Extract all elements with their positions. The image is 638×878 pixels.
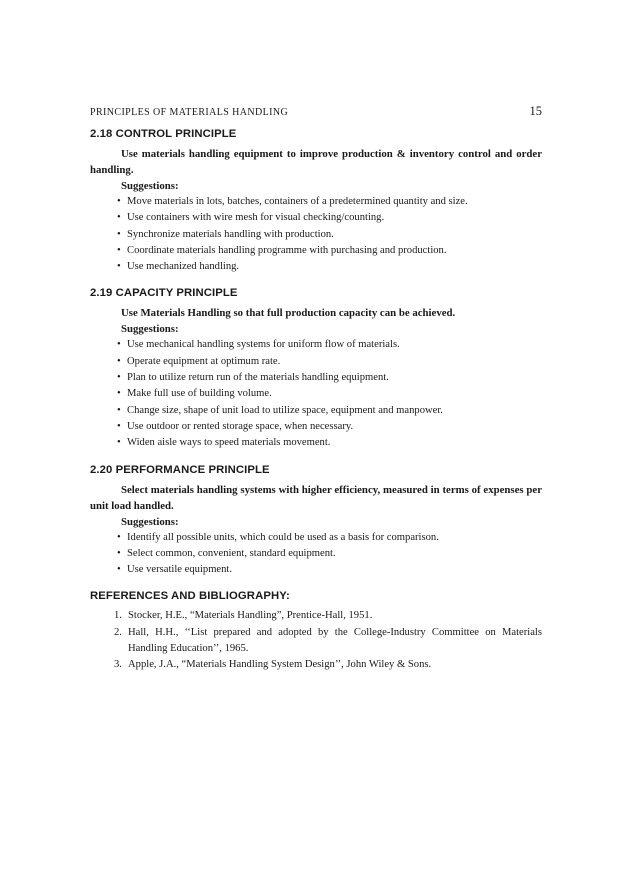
- bullet-icon: •: [117, 437, 121, 449]
- list-item-text: Use versatile equipment.: [127, 564, 233, 576]
- list-item: [117, 243, 542, 259]
- suggestions-label: Suggestions:: [121, 180, 179, 192]
- list-item-text: Use outdoor or rented storage space, when necessary.: [127, 420, 354, 432]
- reference-text: Apple, J.A., “Materials Handling System Design’’, John Wiley & Sons.: [128, 659, 432, 671]
- list-item: [117, 259, 542, 275]
- principle-statement: Select materials handling systems with higher efficiency, measured in terms of expenses per unit load handled.: [90, 483, 542, 512]
- reference-item: [114, 608, 542, 624]
- section-heading: 2.18 CONTROL PRINCIPLE: [90, 128, 237, 140]
- list-item: [117, 435, 542, 451]
- list-item: [117, 370, 542, 386]
- list-item-text: Use containers with wire mesh for visual checking/counting.: [127, 212, 385, 224]
- running-header: [90, 104, 542, 119]
- bullet-icon: •: [117, 547, 121, 559]
- list-item-text: Widen aisle ways to speed materials movement.: [127, 437, 331, 449]
- bullet-icon: •: [117, 531, 121, 543]
- suggestion-list: [90, 194, 542, 275]
- bullet-icon: •: [117, 404, 121, 416]
- section-references: [90, 590, 542, 673]
- list-item-text: Select common, convenient, standard equipment.: [127, 547, 336, 559]
- reference-number: 1.: [114, 610, 122, 622]
- bullet-icon: •: [117, 564, 121, 576]
- list-item-text: Move materials in lots, batches, containers of a predetermined quantity and size.: [127, 196, 468, 207]
- list-item: [117, 562, 542, 578]
- section-control-principle: [90, 128, 542, 275]
- bullet-icon: •: [117, 261, 121, 273]
- section-performance-principle: [90, 464, 542, 579]
- list-item-text: Plan to utilize return run of the materials handling equipment.: [127, 372, 389, 384]
- running-title: PRINCIPLES OF MATERIALS HANDLING: [90, 107, 289, 118]
- list-item: [117, 530, 542, 546]
- reference-text: Stocker, H.E., “Materials Handling”, Prentice-Hall, 1951.: [128, 610, 373, 622]
- list-item: [117, 354, 542, 370]
- reference-list: [90, 608, 542, 673]
- suggestion-list: [90, 337, 542, 451]
- list-item: [117, 386, 542, 402]
- section-spacer: [90, 578, 542, 590]
- list-item-text: Make full use of building volume.: [127, 388, 272, 400]
- list-item: [117, 419, 542, 435]
- reference-item: [114, 625, 542, 658]
- list-item-text: Use mechanical handling systems for uniform flow of materials.: [127, 339, 400, 351]
- reference-number: 3.: [114, 659, 122, 671]
- list-item: [117, 337, 542, 353]
- bullet-icon: •: [117, 339, 121, 351]
- suggestions-label: Suggestions:: [121, 515, 179, 528]
- bullet-icon: •: [117, 196, 121, 207]
- principle-statement: Use materials handling equipment to improve production & inventory control and order handling.: [90, 148, 542, 176]
- section-heading: 2.19 CAPACITY PRINCIPLE: [90, 287, 238, 300]
- list-item-text: Operate equipment at optimum rate.: [127, 355, 281, 367]
- bullet-icon: •: [117, 228, 121, 240]
- list-item: [117, 546, 542, 562]
- list-item: [117, 194, 542, 210]
- section-spacer: [90, 452, 542, 464]
- bullet-icon: •: [117, 372, 121, 384]
- list-item-text: Change size, shape of unit load to utilize space, equipment and manpower.: [127, 404, 443, 416]
- suggestions-label: Suggestions:: [121, 323, 179, 336]
- bullet-icon: •: [117, 388, 121, 400]
- suggestion-list: [90, 530, 542, 579]
- section-spacer: [90, 275, 542, 287]
- list-item: [117, 403, 542, 419]
- list-item: [117, 227, 542, 243]
- section-capacity-principle: [90, 287, 542, 451]
- list-item-text: Use mechanized handling.: [127, 261, 240, 273]
- bullet-icon: •: [117, 420, 121, 432]
- section-heading: 2.20 PERFORMANCE PRINCIPLE: [90, 463, 270, 476]
- reference-number: 2.: [114, 626, 122, 638]
- references-heading: REFERENCES AND BIBLIOGRAPHY:: [90, 590, 290, 603]
- list-item-text: Synchronize materials handling with production.: [127, 228, 334, 240]
- list-item: [117, 210, 542, 226]
- bullet-icon: •: [117, 212, 121, 224]
- principle-statement: Use Materials Handling so that full production capacity can be achieved.: [121, 307, 456, 320]
- list-item-text: Coordinate materials handling programme with purchasing and production.: [127, 244, 447, 256]
- bullet-icon: •: [117, 355, 121, 367]
- page-content: [90, 128, 542, 674]
- list-item-text: Identify all possible units, which could be used as a basis for comparison.: [127, 531, 439, 543]
- reference-item: [114, 657, 542, 673]
- reference-text: Hall, H.H., ‘‘List prepared and adopted by the College-Industry Committee on Materials Handling Education’’, 1965.: [128, 626, 542, 655]
- page-number: 15: [529, 104, 542, 118]
- bullet-icon: •: [117, 244, 121, 256]
